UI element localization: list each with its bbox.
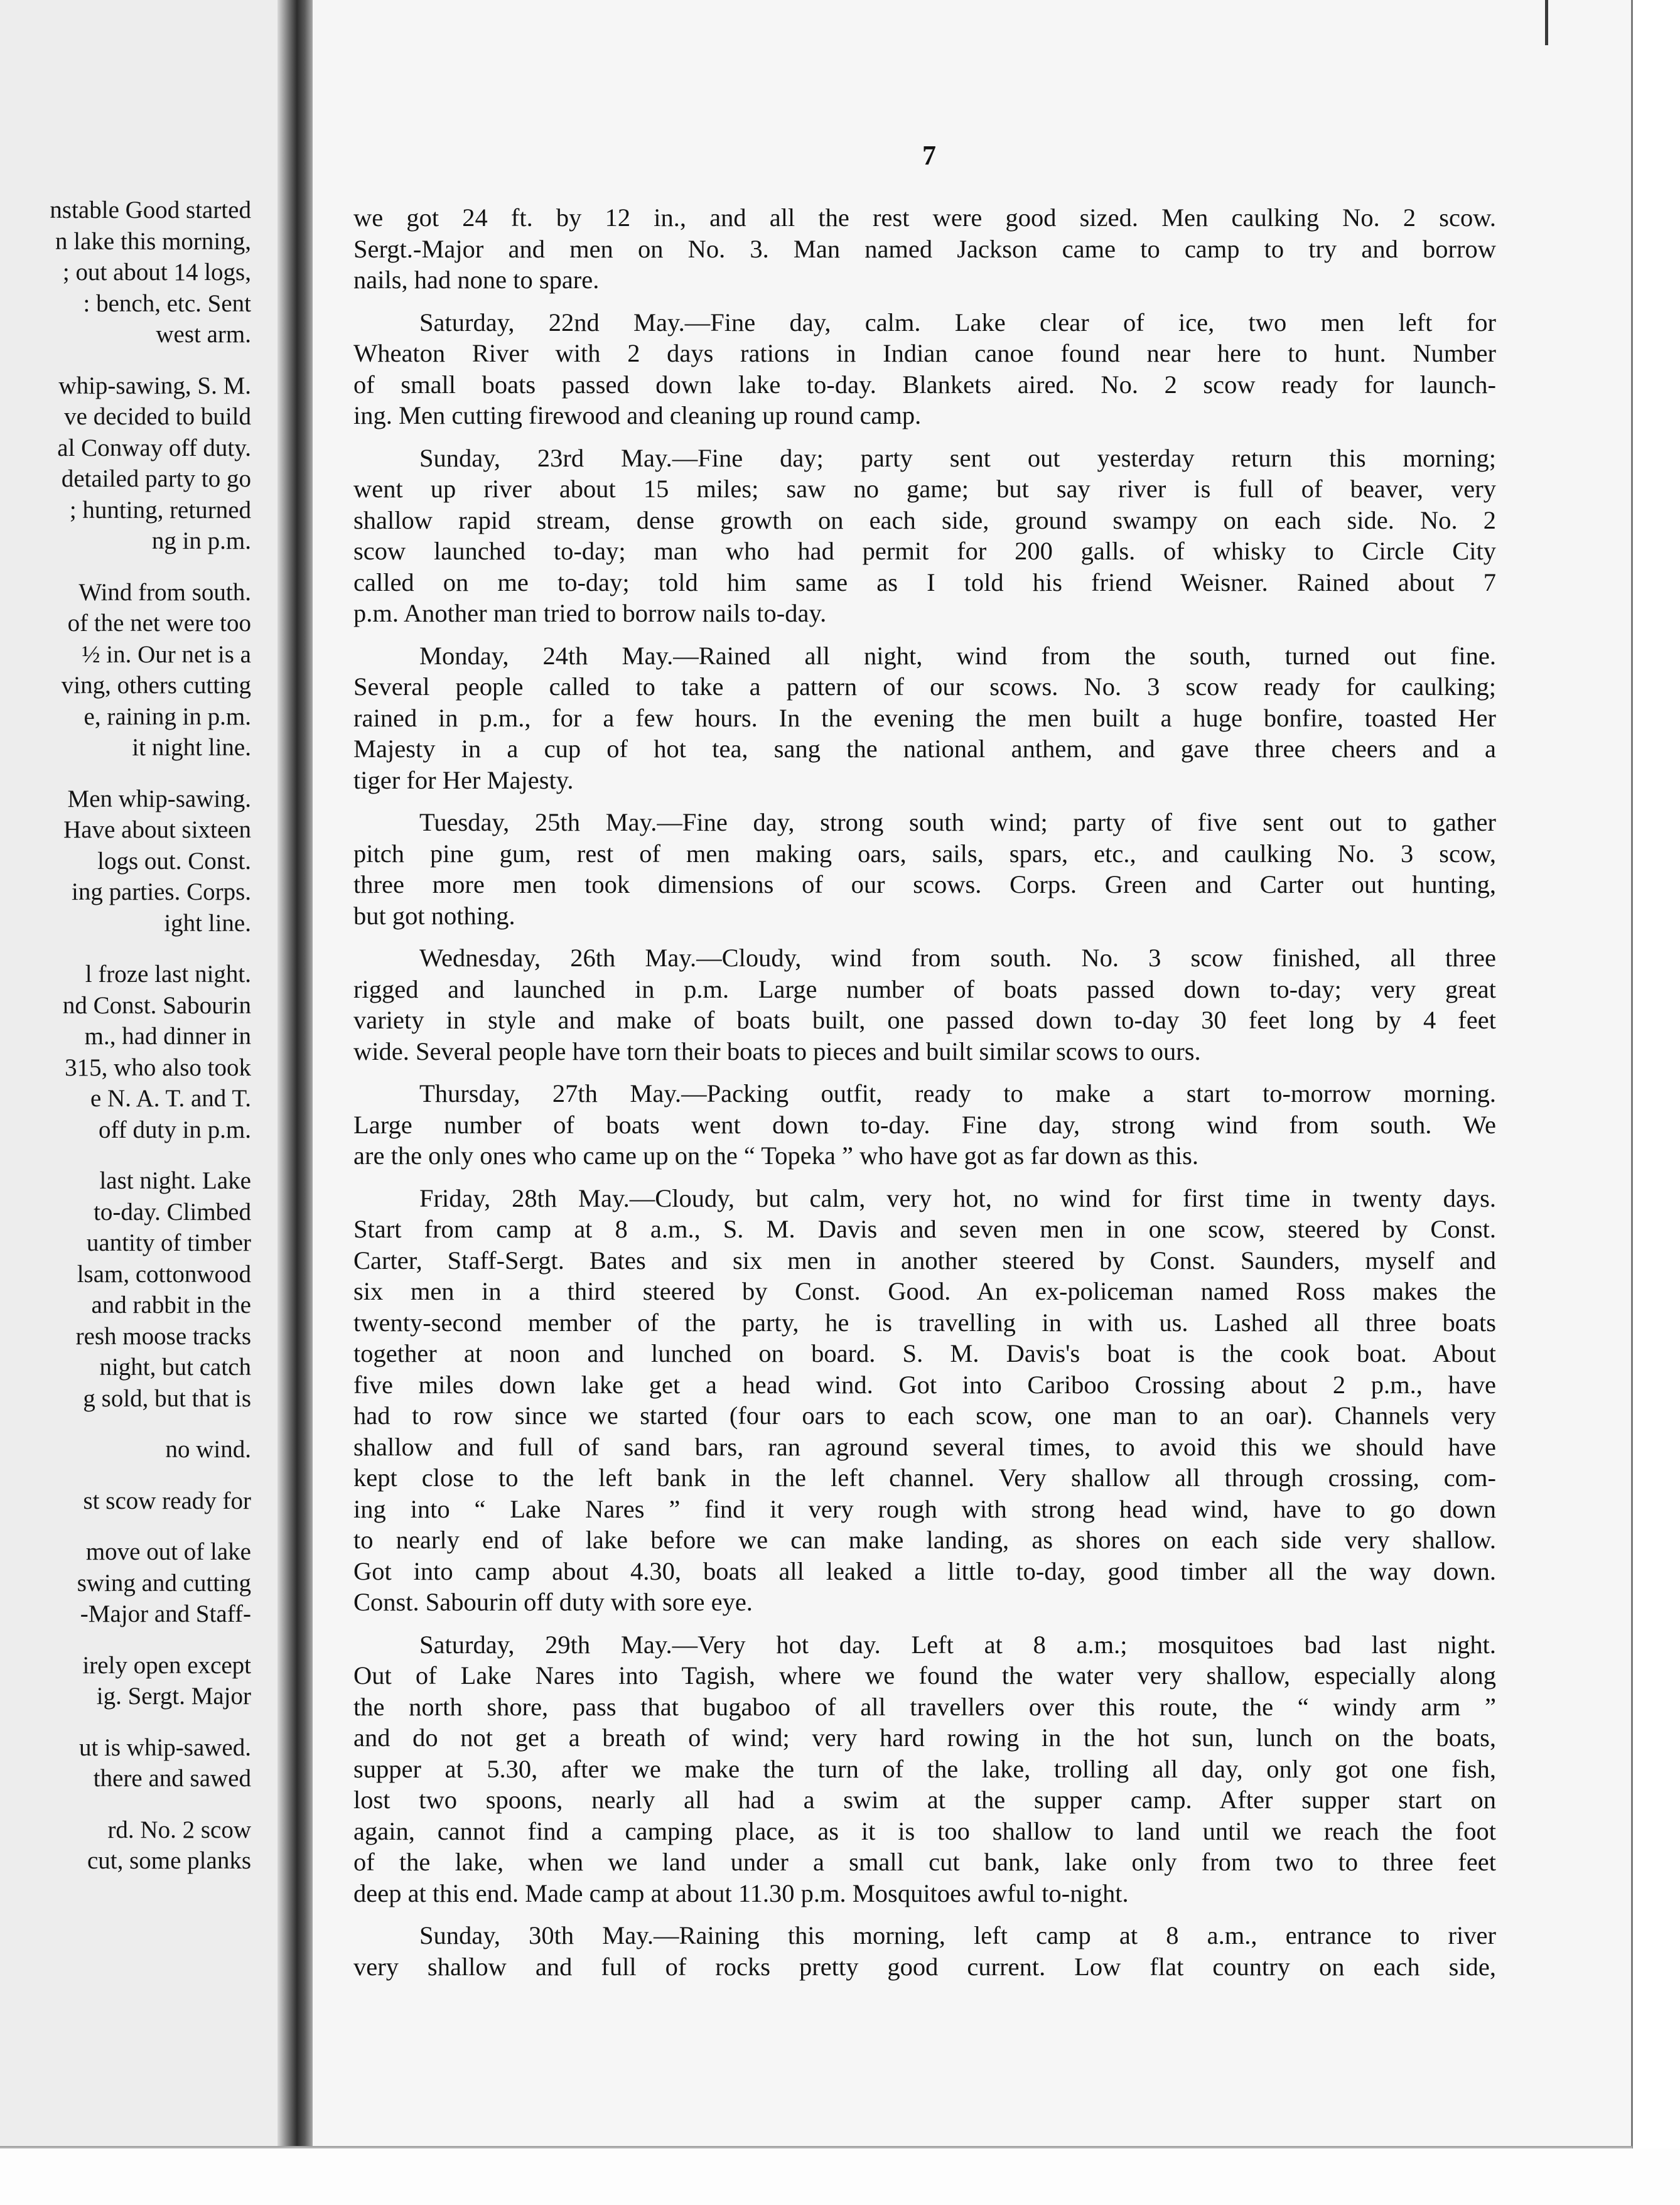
text-line: Wheaton River with 2 days rations in Indian canoe found near here to hunt. Number [353,339,1496,367]
text-line: p.m. Another man tried to borrow nails to-day. [353,599,827,627]
block-gap [0,1712,251,1732]
left-fragment-line: g sold, but that is [83,1384,251,1412]
text-line: we got 24 ft. by 12 in., and all the rest were good sized. Men caulking No. 2 scow. [353,203,1496,232]
text-line: ing into “ Lake Nares ” find it very rough with strong head wind, have to go down [353,1494,1496,1523]
text-line: Got into camp about 4.30, boats all leaked a little to-day, good timber all the way down. [353,1556,1496,1585]
text-line: Const. Sabourin off duty with sore eye. [353,1588,753,1616]
left-page-text-fragment [0,195,251,1877]
left-fragment-line: resh moose tracks [75,1322,251,1350]
left-fragment-line: whip-sawing, S. M. [58,372,251,399]
left-fragment-line: logs out. Const. [97,847,251,875]
block-gap [0,1630,251,1650]
text-line: to nearly end of lake before we can make landing, as shores on each side very shallow. [353,1526,1496,1554]
left-facing-page [0,0,286,2147]
left-fragment-line: off duty in p.m. [98,1116,251,1143]
left-fragment-line: ig. Sergt. Major [96,1683,251,1710]
journal-paragraph [353,807,1496,931]
left-fragment-line: of the net were too [67,610,251,637]
left-fragment-line: m., had dinner in [84,1023,251,1050]
block-gap [0,1145,251,1165]
left-fragment-line: nstable Good started [50,197,251,224]
left-fragment-line: last night. Lake [99,1167,251,1194]
journal-paragraph [353,942,1496,1067]
text-line: ing. Men cutting firewood and cleaning up round camp. [353,401,922,429]
corner-mark [1545,0,1548,45]
left-fragment-line: cut, some planks [87,1847,251,1874]
block-gap [0,1516,251,1536]
left-fragment-line: l froze last night. [85,961,251,988]
journal-paragraph [353,640,1496,796]
left-fragment-line: e N. A. T. and T. [90,1085,251,1112]
text-line: rained in p.m., for a few hours. In the evening the men built a huge bonfire, toasted Her [353,703,1496,732]
left-fragment-line: Men whip-sawing. [67,785,251,812]
left-fragment-line: ng in p.m. [151,527,251,554]
left-fragment-line: ; hunting, returned [69,496,251,524]
left-fragment-line: 315, who also took [65,1054,251,1081]
text-line: together at noon and lunched on board. S. M. Davis's boat is the cook boat. About [353,1339,1496,1367]
text-line: shallow rapid stream, dense growth on each side, ground swampy on each side. No. 2 [353,505,1496,534]
left-fragment-line: nd Const. Sabourin [62,991,251,1019]
text-line: Saturday, 29th May.—Very hot day. Left at 8 a.m.; mosquitoes bad last night. [419,1630,1496,1659]
left-fragment-line: st scow ready for [83,1487,251,1514]
text-line: supper at 5.30, after we make the turn of the lake, trolling all day, only got one fish, [353,1754,1496,1783]
text-line: Tuesday, 25th May.—Fine day, strong south wind; party of five sent out to gather [419,808,1496,836]
book-gutter [277,0,316,2160]
journal-paragraph [353,202,1496,296]
left-fragment-line: detailed party to go [61,465,251,492]
left-fragment-line: rd. No. 2 scow [107,1816,251,1843]
left-fragment-line: ; out about 14 logs, [62,259,251,286]
left-fragment-line: uantity of timber [86,1229,251,1256]
text-line: deep at this end. Made camp at about 11.30 p.m. Mosquitoes awful to-night. [353,1879,1129,1907]
journal-paragraph [353,1629,1496,1909]
text-line: wide. Several people have torn their boats to pieces and built similar scows to ours. [353,1037,1201,1065]
text-line: shallow and full of sand bars, ran aground several times, to avoid this we should have [353,1432,1496,1461]
text-line: Majesty in a cup of hot tea, sang the national anthem, and gave three cheers and a [353,735,1496,763]
left-fragment-line: to-day. Climbed [94,1198,251,1226]
left-fragment-line: ing parties. Corps. [72,878,251,905]
left-fragment-line: -Major and Staff- [80,1600,251,1627]
left-fragment-line: no wind. [165,1436,251,1463]
text-line: are the only ones who came up on the “ Topeka ” who have got as far down as this. [353,1141,1199,1170]
left-fragment-line: swing and cutting [77,1569,251,1597]
text-line: Carter, Staff-Sergt. Bates and six men in another steered by Const. Saunders, myself and [353,1246,1496,1275]
text-line: Large number of boats went down to-day. Fine day, strong wind from south. We [353,1110,1496,1139]
block-gap [0,1414,251,1434]
left-fragment-line: there and sawed [93,1765,251,1792]
text-line: of the lake, when we land under a small cut bank, lake only from two to three feet [353,1848,1496,1876]
text-line: lost two spoons, nearly all had a swim at the supper camp. After supper start on [353,1786,1496,1814]
text-line: the north shore, pass that bugaboo of all travellers over this route, the “ windy arm ” [353,1692,1496,1721]
text-line: variety in style and make of boats built, one passed down to-day 30 feet long by 4 feet [353,1006,1496,1034]
journal-paragraph [353,1183,1496,1618]
left-fragment-line: ve decided to build [64,403,251,430]
block-gap [0,1794,251,1814]
left-fragment-line: e, raining in p.m. [83,703,251,730]
left-fragment-line: and rabbit in the [91,1291,251,1318]
left-fragment-line: night, but catch [99,1354,251,1381]
text-line: three more men took dimensions of our scows. Corps. Green and Carter out hunting, [353,870,1496,898]
left-fragment-line: n lake this morning, [55,227,251,255]
text-line: called on me to-day; told him same as I told his friend Weisner. Rained about 7 [353,568,1496,596]
left-fragment-line: : bench, etc. Sent [83,289,251,317]
text-line: Saturday, 22nd May.—Fine day, calm. Lake clear of ice, two men left for [419,308,1496,337]
block-gap [0,939,251,959]
text-line: Friday, 28th May.—Cloudy, but calm, very hot, no wind for first time in twenty days. [419,1183,1496,1212]
text-line: kept close to the left bank in the left channel. Very shallow all through crossing, com- [353,1464,1496,1492]
page-edge-line [1631,0,1633,2154]
text-line: Thursday, 27th May.—Packing outfit, ready to make a start to-morrow morning. [419,1079,1496,1108]
right-margin [1631,0,1680,2205]
left-fragment-line: al Conway off duty. [57,434,251,461]
journal-paragraph [353,1920,1496,1982]
left-fragment-line: Have about sixteen [63,816,251,843]
left-fragment-line: Wind from south. [78,578,251,606]
text-line: nails, had none to spare. [353,266,600,294]
text-line: Sunday, 30th May.—Raining this morning, left camp at 8 a.m., entrance to river [419,1921,1496,1949]
left-fragment-line: move out of lake [85,1538,251,1565]
text-line: six men in a third steered by Const. Good. An ex-policeman named Ross makes the [353,1277,1496,1305]
text-line: and do not get a breath of wind; very hard rowing in the hot sun, lunch on the boats, [353,1723,1496,1752]
text-line: very shallow and full of rocks pretty good current. Low flat country on each side, [353,1952,1496,1981]
left-fragment-line: ut is whip-sawed. [78,1733,251,1761]
text-line: had to row since we started (four oars to each scow, one man to an oar). Channels very [353,1401,1496,1430]
text-line: pitch pine gum, rest of men making oars, sails, spars, etc., and caulking No. 3 scow, [353,839,1496,868]
left-fragment-line: lsam, cottonwood [77,1260,251,1288]
left-fragment-line: west arm. [156,321,251,348]
block-gap [0,557,251,577]
journal-paragraph [353,307,1496,431]
text-line: Start from camp at 8 a.m., S. M. Davis and seven men in one scow, steered by Const. [353,1215,1496,1243]
left-fragment-line: ight line. [164,909,251,937]
block-gap [0,1465,251,1485]
text-line: of small boats passed down lake to-day. Blankets aired. No. 2 scow ready for launch- [353,370,1496,399]
journal-text-column [353,202,1496,1993]
block-gap [0,350,251,370]
bottom-margin [0,2148,1680,2205]
left-fragment-line: ½ in. Our net is a [82,640,251,668]
text-line: again, cannot find a camping place, as it is too shallow to land until we reach the foot [353,1816,1496,1845]
text-line: twenty-second member of the party, he is travelling in with us. Lashed all three boats [353,1308,1496,1337]
journal-paragraph [353,1078,1496,1172]
text-line: went up river about 15 miles; saw no game; but say river is full of beaver, very [353,475,1496,503]
block-gap [0,763,251,784]
left-fragment-line: ving, others cutting [61,672,251,699]
text-line: Several people called to take a pattern of our scows. No. 3 scow ready for caulking; [353,672,1496,701]
text-line: tiger for Her Majesty. [353,765,574,794]
text-line: rigged and launched in p.m. Large number of boats passed down to-day; very great [353,974,1496,1003]
text-line: Monday, 24th May.—Rained all night, wind from the south, turned out fine. [419,641,1496,670]
text-line: Sergt.-Major and men on No. 3. Man named Jackson came to camp to try and borrow [353,234,1496,263]
text-line: five miles down lake get a head wind. Got into Cariboo Crossing about 2 p.m., have [353,1370,1496,1399]
text-line: Sunday, 23rd May.—Fine day; party sent out yesterday return this morning; [419,443,1496,472]
left-fragment-line: it night line. [132,734,251,761]
text-line: scow launched to-day; man who had permit for 200 galls. of whisky to Circle City [353,537,1496,565]
text-line: but got nothing. [353,901,515,930]
text-line: Out of Lake Nares into Tagish, where we found the water very shallow, especially along [353,1661,1496,1690]
page-number: 7 [922,140,936,171]
left-fragment-line: irely open except [82,1651,251,1679]
text-line: Wednesday, 26th May.—Cloudy, wind from south. No. 3 scow finished, all three [419,944,1496,972]
journal-paragraph [353,443,1496,629]
